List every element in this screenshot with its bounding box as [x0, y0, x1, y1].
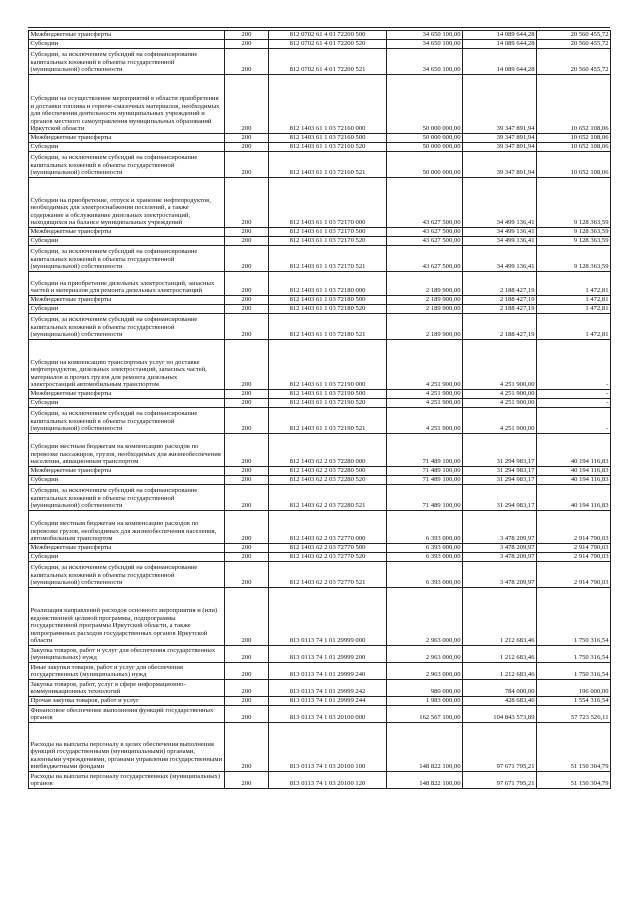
row-unexecuted-amount: 40 194 116,83	[537, 434, 611, 467]
row-budget-code: 812 1403 61 1 03 72190 000	[269, 340, 387, 390]
row-name: Субсидии на приобретение, отпуск и хранение нефтепродуктов, необходимых для электроснабжения поселений, а также содержание и обслуживание дизельных электростанций, находящихся на балансе муниципальных учреждений	[29, 178, 225, 228]
row-name: Закупка товаров, работ, услуг в сфере информационно-коммуникационных технологий	[29, 680, 225, 697]
row-unexecuted-amount: 10 652 108,06	[537, 134, 611, 143]
row-line-code: 200	[225, 49, 269, 75]
table-row	[29, 75, 611, 134]
table-row	[29, 697, 611, 706]
row-approved-amount: 34 650 100,00	[387, 31, 463, 40]
row-executed-amount: 3 478 209,97	[463, 553, 537, 562]
table-row	[29, 467, 611, 476]
row-budget-code: 812 1403 61 1 03 72190 500	[269, 390, 387, 399]
row-unexecuted-amount: 20 560 455,72	[537, 31, 611, 40]
row-name: Субсидии	[29, 476, 225, 485]
table-row	[29, 143, 611, 152]
row-budget-code: 813 0113 74 1 01 29999 240	[269, 663, 387, 680]
table-row	[29, 588, 611, 646]
row-budget-code: 812 1403 61 1 03 72190 521	[269, 408, 387, 434]
row-approved-amount: 2 963 000,00	[387, 646, 463, 663]
row-unexecuted-amount: 20 560 455,72	[537, 40, 611, 49]
row-executed-amount: 39 347 891,94	[463, 134, 537, 143]
row-unexecuted-amount: 51 150 304,79	[537, 723, 611, 772]
table-row	[29, 434, 611, 467]
row-line-code: 200	[225, 75, 269, 134]
row-budget-code: 812 1403 61 1 03 72180 000	[269, 272, 387, 296]
row-unexecuted-amount: 1 750 316,54	[537, 646, 611, 663]
row-budget-code: 812 0702 61 4 01 72200 520	[269, 40, 387, 49]
table-row	[29, 152, 611, 178]
row-line-code: 200	[225, 399, 269, 408]
row-unexecuted-amount: -	[537, 399, 611, 408]
table-row	[29, 237, 611, 246]
row-name: Субсидии	[29, 143, 225, 152]
row-approved-amount: 50 000 000,00	[387, 143, 463, 152]
row-line-code: 200	[225, 588, 269, 646]
row-executed-amount: 3 478 209,97	[463, 511, 537, 544]
row-line-code: 200	[225, 340, 269, 390]
row-budget-code: 812 1403 62 2 03 72280 520	[269, 476, 387, 485]
row-name: Субсидии	[29, 305, 225, 314]
row-name: Финансовое обеспечение выполнения функций государственных органов	[29, 706, 225, 723]
row-budget-code: 812 1403 61 1 03 72170 000	[269, 178, 387, 228]
row-budget-code: 813 0113 74 1 01 29999 000	[269, 588, 387, 646]
row-budget-code: 813 0113 74 1 03 20100 100	[269, 723, 387, 772]
table-row	[29, 544, 611, 553]
row-executed-amount: 1 212 683,46	[463, 663, 537, 680]
row-name: Субсидии на осуществление мероприятий в области приобретения и доставки топлива и горюче-смазочных материалов, необходимых для обеспечения деятельности муниципальных учреждений и органов местного самоуправления муниципальных образований Иркутской области	[29, 75, 225, 134]
row-budget-code: 812 1403 61 1 03 72170 500	[269, 228, 387, 237]
row-line-code: 200	[225, 476, 269, 485]
table-row	[29, 246, 611, 272]
row-executed-amount: 3 478 209,97	[463, 562, 537, 588]
row-executed-amount: 4 251 900,00	[463, 399, 537, 408]
table-row	[29, 485, 611, 511]
row-name: Субсидии	[29, 399, 225, 408]
row-budget-code: 812 1403 61 1 03 72180 520	[269, 305, 387, 314]
table-row	[29, 340, 611, 390]
row-approved-amount: 4 251 900,00	[387, 340, 463, 390]
row-unexecuted-amount: 1 472,81	[537, 305, 611, 314]
row-line-code: 200	[225, 40, 269, 49]
row-line-code: 200	[225, 680, 269, 697]
row-approved-amount: 2 189 900,00	[387, 314, 463, 340]
row-line-code: 200	[225, 228, 269, 237]
row-approved-amount: 71 489 100,00	[387, 476, 463, 485]
budget-execution-sheet	[28, 30, 610, 789]
table-row	[29, 511, 611, 544]
row-executed-amount: 1 212 683,46	[463, 646, 537, 663]
row-line-code: 200	[225, 562, 269, 588]
row-approved-amount: 6 393 000,00	[387, 562, 463, 588]
row-unexecuted-amount: 9 128 363,59	[537, 228, 611, 237]
row-approved-amount: 2 189 900,00	[387, 272, 463, 296]
row-approved-amount: 34 650 100,00	[387, 40, 463, 49]
row-line-code: 200	[225, 485, 269, 511]
row-budget-code: 812 1403 61 1 03 72180 521	[269, 314, 387, 340]
table-row	[29, 723, 611, 772]
row-budget-code: 812 1403 61 1 03 72160 500	[269, 134, 387, 143]
table-row	[29, 40, 611, 49]
row-name: Субсидии, за исключением субсидий на софинансирование капитальных вложений в объекты государственной (муниципальной) собственности	[29, 314, 225, 340]
row-unexecuted-amount: 1 554 316,54	[537, 697, 611, 706]
row-line-code: 200	[225, 237, 269, 246]
row-name: Иные закупки товаров, работ и услуг для обеспечения государственных (муниципальных) нужд	[29, 663, 225, 680]
row-unexecuted-amount: 40 194 116,83	[537, 467, 611, 476]
row-line-code: 200	[225, 697, 269, 706]
row-executed-amount: 4 251 900,00	[463, 408, 537, 434]
row-line-code: 200	[225, 706, 269, 723]
row-budget-code: 812 0702 61 4 01 72200 500	[269, 31, 387, 40]
row-name: Субсидии, за исключением субсидий на софинансирование капитальных вложений в объекты государственной (муниципальной) собственности	[29, 152, 225, 178]
row-unexecuted-amount: -	[537, 390, 611, 399]
row-name: Субсидии, за исключением субсидий на софинансирование капитальных вложений в объекты государственной (муниципальной) собственности	[29, 408, 225, 434]
row-name: Межбюджетные трансферты	[29, 134, 225, 143]
row-approved-amount: 148 822 100,00	[387, 772, 463, 789]
row-budget-code: 812 1403 62 2 03 72770 520	[269, 553, 387, 562]
row-line-code: 200	[225, 553, 269, 562]
row-executed-amount: 4 251 900,00	[463, 340, 537, 390]
row-approved-amount: 71 489 100,00	[387, 485, 463, 511]
table-row	[29, 390, 611, 399]
row-approved-amount: 162 567 100,00	[387, 706, 463, 723]
row-name: Субсидии, за исключением субсидий на софинансирование капитальных вложений в объекты государственной (муниципальной) собственности	[29, 485, 225, 511]
row-unexecuted-amount: 1 472,81	[537, 314, 611, 340]
row-executed-amount: 31 294 983,17	[463, 485, 537, 511]
row-approved-amount: 71 489 100,00	[387, 467, 463, 476]
row-approved-amount: 2 189 900,00	[387, 296, 463, 305]
row-executed-amount: 39 347 891,94	[463, 143, 537, 152]
row-budget-code: 813 0113 74 1 01 29999 242	[269, 680, 387, 697]
row-budget-code: 813 0113 74 1 03 20100 120	[269, 772, 387, 789]
row-budget-code: 812 1403 61 1 03 72160 000	[269, 75, 387, 134]
row-budget-code: 812 1403 61 1 03 72170 520	[269, 237, 387, 246]
table-row	[29, 296, 611, 305]
row-approved-amount: 6 393 000,00	[387, 544, 463, 553]
row-executed-amount: 784 000,00	[463, 680, 537, 697]
row-executed-amount: 2 188 427,19	[463, 314, 537, 340]
row-approved-amount: 4 251 900,00	[387, 390, 463, 399]
row-unexecuted-amount: 2 914 790,03	[537, 511, 611, 544]
row-unexecuted-amount: 10 652 108,06	[537, 75, 611, 134]
row-name: Субсидии на приобретение дизельных электростанций, запасных частей и материалов для ремонта дизельных электростанций	[29, 272, 225, 296]
row-executed-amount: 31 294 983,17	[463, 434, 537, 467]
row-name: Субсидии, за исключением субсидий на софинансирование капитальных вложений в объекты государственной (муниципальной) собственности	[29, 562, 225, 588]
row-line-code: 200	[225, 305, 269, 314]
row-executed-amount: 14 089 644,28	[463, 40, 537, 49]
row-approved-amount: 50 000 000,00	[387, 75, 463, 134]
table-row	[29, 399, 611, 408]
row-unexecuted-amount: 2 914 790,03	[537, 562, 611, 588]
row-unexecuted-amount: 40 194 116,83	[537, 485, 611, 511]
row-unexecuted-amount: -	[537, 408, 611, 434]
row-name: Межбюджетные трансферты	[29, 544, 225, 553]
row-budget-code: 812 1403 62 2 03 72770 000	[269, 511, 387, 544]
row-executed-amount: 34 499 136,41	[463, 246, 537, 272]
row-budget-code: 812 1403 61 1 03 72190 520	[269, 399, 387, 408]
row-budget-code: 812 1403 62 2 03 72280 500	[269, 467, 387, 476]
row-approved-amount: 6 393 000,00	[387, 511, 463, 544]
top-rule	[28, 27, 610, 28]
table-row	[29, 646, 611, 663]
row-approved-amount: 50 000 000,00	[387, 134, 463, 143]
budget-table-body	[29, 31, 611, 789]
row-name: Межбюджетные трансферты	[29, 467, 225, 476]
row-executed-amount: 39 347 891,94	[463, 75, 537, 134]
row-executed-amount: 34 499 136,41	[463, 237, 537, 246]
table-row	[29, 663, 611, 680]
row-budget-code: 812 1403 61 1 03 72170 521	[269, 246, 387, 272]
table-row	[29, 314, 611, 340]
row-unexecuted-amount: 51 150 304,79	[537, 772, 611, 789]
row-line-code: 200	[225, 314, 269, 340]
row-name: Субсидии местным бюджетам на компенсацию расходов по перевозке грузов, необходимых для жизнеобеспечения населения, автомобильным транспортом	[29, 511, 225, 544]
row-name: Субсидии	[29, 237, 225, 246]
row-name: Субсидии	[29, 553, 225, 562]
row-line-code: 200	[225, 272, 269, 296]
row-approved-amount: 1 983 000,00	[387, 697, 463, 706]
row-executed-amount: 34 499 136,41	[463, 228, 537, 237]
row-approved-amount: 980 000,00	[387, 680, 463, 697]
row-line-code: 200	[225, 390, 269, 399]
row-executed-amount: 4 251 900,00	[463, 390, 537, 399]
row-budget-code: 812 1403 62 2 03 72770 500	[269, 544, 387, 553]
table-row	[29, 772, 611, 789]
table-row	[29, 272, 611, 296]
table-row	[29, 553, 611, 562]
row-executed-amount: 2 188 427,19	[463, 305, 537, 314]
table-row	[29, 706, 611, 723]
row-budget-code: 812 1403 62 2 03 72770 521	[269, 562, 387, 588]
row-line-code: 200	[225, 511, 269, 544]
row-budget-code: 812 1403 61 1 03 72160 520	[269, 143, 387, 152]
row-approved-amount: 6 393 000,00	[387, 553, 463, 562]
row-executed-amount: 3 478 209,97	[463, 544, 537, 553]
row-name: Межбюджетные трансферты	[29, 296, 225, 305]
row-name: Субсидии на компенсацию транспортных услуг по доставке нефтепродуктов, дизельных электростанций, запасных частей, материалов и прочих грузов для ремонта дизельных электростанций автомобильным транспортом	[29, 340, 225, 390]
row-executed-amount: 97 671 795,21	[463, 772, 537, 789]
row-unexecuted-amount: 40 194 116,83	[537, 476, 611, 485]
table-row	[29, 476, 611, 485]
row-line-code: 200	[225, 31, 269, 40]
row-executed-amount: 97 671 795,21	[463, 723, 537, 772]
row-unexecuted-amount: 2 914 790,03	[537, 544, 611, 553]
row-name: Субсидии, за исключением субсидий на софинансирование капитальных вложений в объекты государственной (муниципальной) собственности	[29, 246, 225, 272]
row-unexecuted-amount: 9 128 363,59	[537, 246, 611, 272]
row-budget-code: 812 1403 62 2 03 72280 000	[269, 434, 387, 467]
row-approved-amount: 34 650 100,00	[387, 49, 463, 75]
row-name: Межбюджетные трансферты	[29, 228, 225, 237]
row-line-code: 200	[225, 152, 269, 178]
row-line-code: 200	[225, 246, 269, 272]
row-executed-amount: 14 089 644,28	[463, 49, 537, 75]
row-budget-code: 813 0113 74 1 01 29999 200	[269, 646, 387, 663]
row-approved-amount: 43 627 500,00	[387, 246, 463, 272]
row-line-code: 200	[225, 467, 269, 476]
row-unexecuted-amount: 1 472,81	[537, 296, 611, 305]
row-unexecuted-amount: 2 914 790,03	[537, 553, 611, 562]
row-executed-amount: 39 347 891,94	[463, 152, 537, 178]
row-name: Расходы на выплаты персоналу государственных (муниципальных) органов	[29, 772, 225, 789]
row-unexecuted-amount: 1 750 316,54	[537, 663, 611, 680]
table-row	[29, 49, 611, 75]
table-row	[29, 178, 611, 228]
budget-table	[28, 30, 611, 789]
row-approved-amount: 148 822 100,00	[387, 723, 463, 772]
row-line-code: 200	[225, 723, 269, 772]
row-line-code: 200	[225, 663, 269, 680]
row-name: Межбюджетные трансферты	[29, 390, 225, 399]
row-executed-amount: 34 499 136,41	[463, 178, 537, 228]
row-executed-amount: 104 843 573,89	[463, 706, 537, 723]
row-approved-amount: 43 627 500,00	[387, 237, 463, 246]
row-approved-amount: 43 627 500,00	[387, 178, 463, 228]
row-budget-code: 812 1403 61 1 03 72160 521	[269, 152, 387, 178]
row-unexecuted-amount: 196 000,00	[537, 680, 611, 697]
row-line-code: 200	[225, 134, 269, 143]
row-budget-code: 812 1403 62 2 03 72280 521	[269, 485, 387, 511]
row-approved-amount: 4 251 900,00	[387, 408, 463, 434]
row-unexecuted-amount: 1 750 316,54	[537, 588, 611, 646]
row-unexecuted-amount: -	[537, 340, 611, 390]
row-executed-amount: 2 188 427,19	[463, 296, 537, 305]
row-unexecuted-amount: 20 560 455,72	[537, 49, 611, 75]
table-row	[29, 305, 611, 314]
row-line-code: 200	[225, 296, 269, 305]
row-unexecuted-amount: 9 128 363,59	[537, 237, 611, 246]
row-unexecuted-amount: 10 652 108,06	[537, 143, 611, 152]
row-unexecuted-amount: 57 723 526,11	[537, 706, 611, 723]
row-line-code: 200	[225, 544, 269, 553]
row-approved-amount: 71 489 100,00	[387, 434, 463, 467]
row-executed-amount: 31 294 983,17	[463, 476, 537, 485]
row-name: Реализация направлений расходов основного мероприятия и (или) ведомственной целевой программы, подпрограммы государственной программы Иркутской области, а также непрограммных расходов государственных органов Иркутской области	[29, 588, 225, 646]
row-executed-amount: 428 683,46	[463, 697, 537, 706]
row-approved-amount: 4 251 900,00	[387, 399, 463, 408]
row-line-code: 200	[225, 646, 269, 663]
row-name: Расходы на выплаты персоналу в целях обеспечения выполнения функций государственными (муниципальными) органами, казенными учреждениями, органами управления государственными внебюджетными фондами	[29, 723, 225, 772]
row-unexecuted-amount: 9 128 363,59	[537, 178, 611, 228]
row-name: Субсидии местным бюджетам на компенсацию расходов по перевозке пассажиров, грузов, необходимых для жизнеобеспечения населения, авиационным транспортом	[29, 434, 225, 467]
row-unexecuted-amount: 10 652 108,06	[537, 152, 611, 178]
row-name: Межбюджетные трансферты	[29, 31, 225, 40]
row-approved-amount: 50 000 000,00	[387, 152, 463, 178]
row-executed-amount: 1 212 683,46	[463, 588, 537, 646]
row-unexecuted-amount: 1 472,81	[537, 272, 611, 296]
row-name: Субсидии	[29, 40, 225, 49]
row-budget-code: 813 0113 74 1 03 20100 000	[269, 706, 387, 723]
row-name: Прочая закупка товаров, работ и услуг	[29, 697, 225, 706]
row-executed-amount: 14 089 644,28	[463, 31, 537, 40]
row-line-code: 200	[225, 772, 269, 789]
row-budget-code: 813 0113 74 1 01 29999 244	[269, 697, 387, 706]
row-line-code: 200	[225, 434, 269, 467]
row-budget-code: 812 0702 61 4 01 72200 521	[269, 49, 387, 75]
table-row	[29, 562, 611, 588]
row-executed-amount: 31 294 983,17	[463, 467, 537, 476]
row-line-code: 200	[225, 143, 269, 152]
row-line-code: 200	[225, 178, 269, 228]
table-row	[29, 680, 611, 697]
row-name: Закупка товаров, работ и услуг для обеспечения государственных (муниципальных) нужд	[29, 646, 225, 663]
table-row	[29, 408, 611, 434]
row-approved-amount: 2 963 000,00	[387, 663, 463, 680]
row-approved-amount: 2 963 000,00	[387, 588, 463, 646]
table-row	[29, 31, 611, 40]
row-budget-code: 812 1403 61 1 03 72180 500	[269, 296, 387, 305]
row-name: Субсидии, за исключением субсидий на софинансирование капитальных вложений в объекты государственной (муниципальной) собственности	[29, 49, 225, 75]
row-approved-amount: 43 627 500,00	[387, 228, 463, 237]
table-row	[29, 134, 611, 143]
table-row	[29, 228, 611, 237]
row-approved-amount: 2 189 900,00	[387, 305, 463, 314]
row-executed-amount: 2 188 427,19	[463, 272, 537, 296]
row-line-code: 200	[225, 408, 269, 434]
